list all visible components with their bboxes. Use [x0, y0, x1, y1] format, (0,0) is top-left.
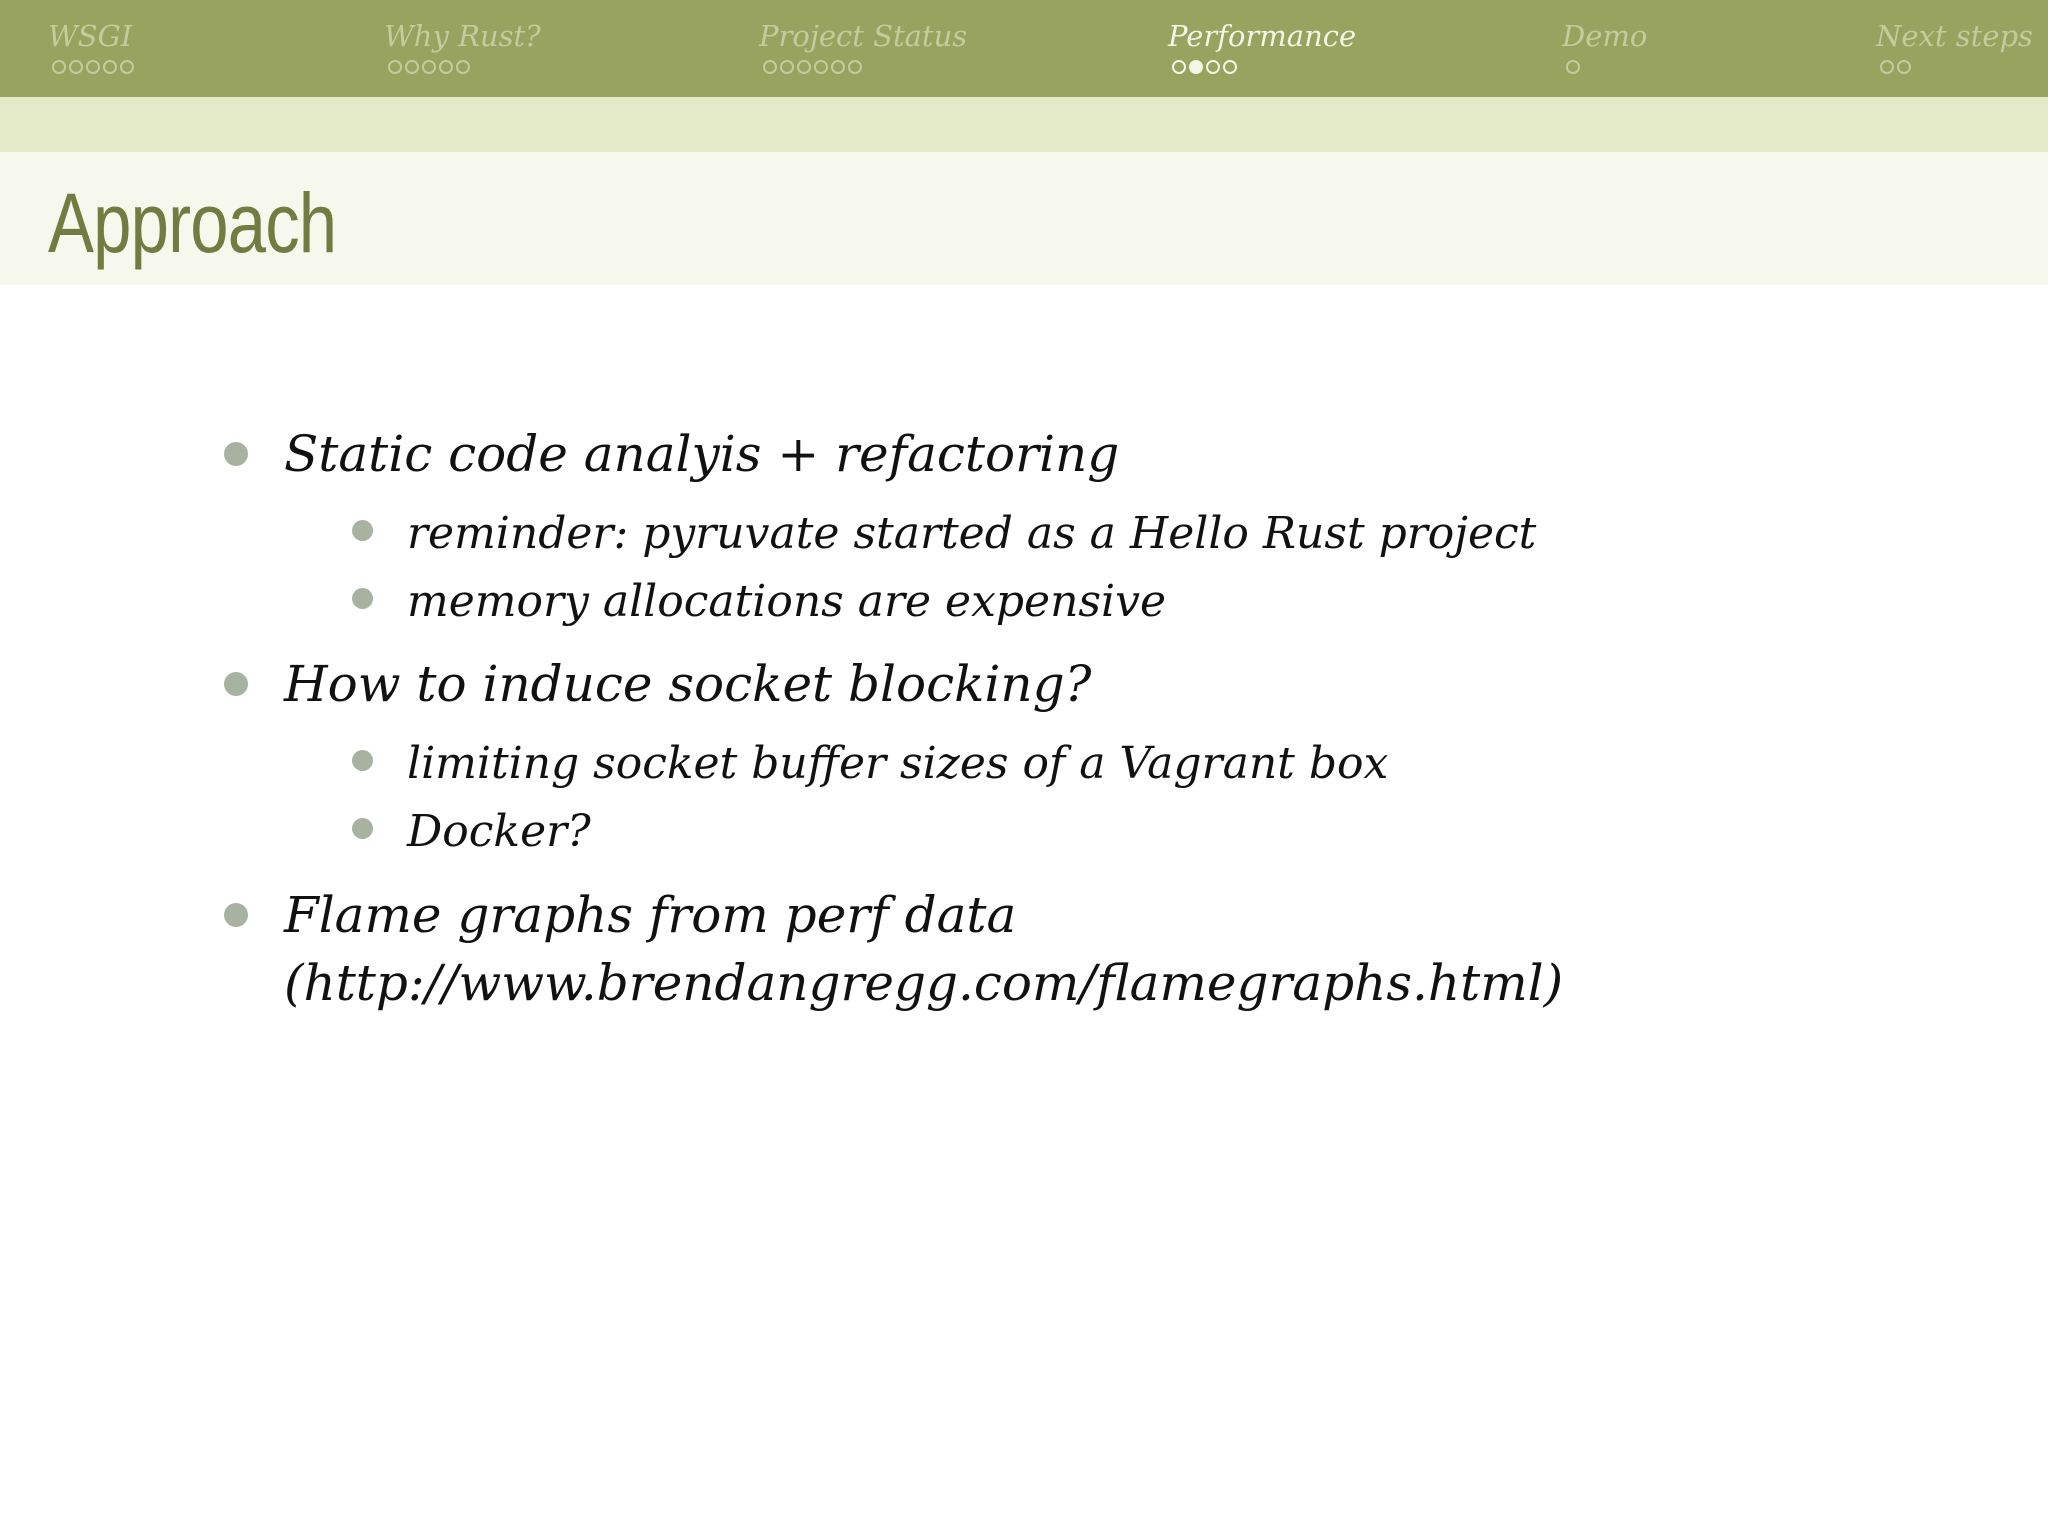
nav-section-title[interactable]: Why Rust? [384, 19, 541, 53]
sub-bullet-item [407, 802, 591, 862]
nav-section-title[interactable]: Demo [1562, 19, 1648, 53]
bullet-item [284, 420, 1119, 488]
bullet-icon [352, 750, 373, 771]
bullet-icon [352, 520, 373, 541]
nav-section-title[interactable]: Performance [1168, 19, 1357, 53]
sub-bullet-item [407, 734, 1388, 794]
nav-section-title[interactable]: WSGI [48, 19, 133, 53]
bullet-item [284, 650, 1091, 718]
bullet-text: Flame graphs from perf data [284, 886, 1017, 944]
bullet-link-text: (http://www.brendangregg.com/flamegraphs.html) [284, 954, 1564, 1012]
bullet-text: limiting socket buffer sizes of a Vagrant box [407, 738, 1389, 789]
bullet-text: How to induce socket blocking? [284, 655, 1092, 713]
nav-section-title[interactable]: Next steps [1876, 19, 2033, 53]
bullet-icon [352, 818, 373, 839]
sub-bullet-item [407, 572, 1166, 632]
bullet-text: Docker? [407, 806, 591, 857]
bullet-icon [224, 903, 248, 927]
sub-bullet-item [407, 504, 1536, 564]
bullet-icon [224, 672, 248, 696]
bullet-icon [224, 442, 248, 466]
bullet-icon [352, 588, 373, 609]
nav-section-title[interactable]: Project Status [759, 19, 968, 53]
bullet-text: Static code analyis + refactoring [284, 425, 1120, 483]
bullet-text: memory allocations are expensive [407, 576, 1166, 627]
bullet-item [284, 881, 1563, 1017]
frame-title: Approach [48, 176, 337, 270]
bullet-text: reminder: pyruvate started as a Hello Rust project [407, 508, 1537, 559]
